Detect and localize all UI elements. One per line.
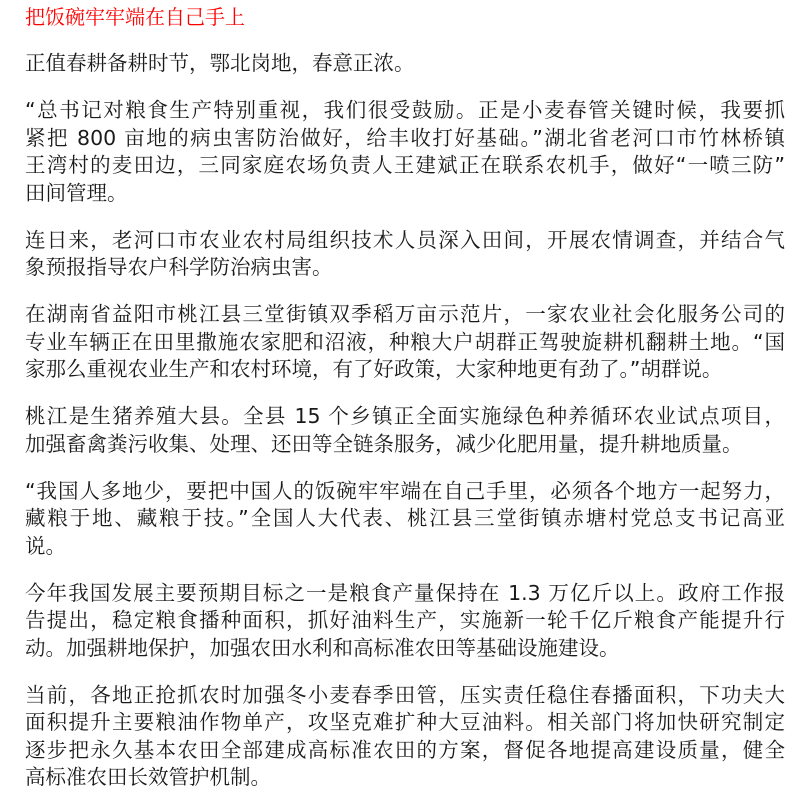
paragraph-line: 高标准农田长效管护机制。 [25,765,271,789]
paragraph-line: 紧把 800 亩地的病虫害防治做好，给丰收打好基础。”湖北省老河口市竹林桥镇 [25,125,785,150]
paragraph-line: 逐步把永久基本农田全部建成高标准农田的方案，督促各地提高建设质量，健全 [25,737,785,762]
paragraph-line: 面积提升主要粮油作物单产，攻坚克难扩种大豆油料。相关部门将加快研究制定 [25,710,785,734]
paragraph-line: 正值春耕备耕时节，鄂北岗地，春意正浓。 [25,51,415,75]
paragraph [25,301,785,384]
paragraph-line: “我国人多地少，要把中国人的饭碗牢牢端在自己手里，必须各个地方一起努力， [25,478,785,503]
paragraph-line: 王湾村的麦田边，三同家庭农场负责人王建斌正在联系农机手，做好“一喷三防” [25,153,785,177]
article-title: 把饭碗牢牢端在自己手上 [25,5,245,29]
paragraph [25,682,785,792]
paragraph-line: 当前，各地正抢抓农时加强冬小麦春季田管，压实责任稳住春播面积，下功夫大 [25,682,785,707]
paragraph [25,50,785,78]
paragraph-line: 连日来，老河口市农业农村局组织技术人员深入田间，开展农情调查，并结合气 [25,227,785,252]
paragraph [25,227,785,282]
paragraph-line: 动。加强耕地保护，加强农田水利和高标准农田等基础设施建设。 [25,635,620,660]
paragraph-line: 专业车辆正在田里撒施农家肥和沼液，种粮大户胡群正驾驶旋耕机翻耕土地。“国 [25,329,785,354]
paragraph-line: “总书记对粮食生产特别重视，我们很受鼓励。正是小麦春管关键时候，我要抓 [25,98,785,122]
paragraph-line: 在湖南省益阳市桃江县三堂街镇双季稻万亩示范片，一家农业社会化服务公司的 [25,302,785,326]
paragraph-line: 桃江是生猪养殖大县。全县 15 个乡镇正全面实施绿色种养循环农业试点项目， [25,404,785,428]
paragraph [25,580,785,663]
paragraph-line: 象预报指导农户科学防治病虫害。 [25,255,333,279]
paragraph-line: 田间管理。 [25,180,128,205]
paragraph [25,478,785,561]
paragraph [25,97,785,207]
paragraph [25,403,785,458]
paragraph-line: 家那么重视农业生产和农村环境，有了好政策，大家种地更有劲了。”胡群说。 [25,357,723,381]
paragraph-line: 藏粮于地、藏粮于技。”全国人大代表、桃江县三堂街镇赤塘村党总支书记高亚 [25,506,785,530]
paragraph-line: 说。 [25,533,66,558]
paragraph-line: 今年我国发展主要预期目标之一是粮食产量保持在 1.3 万亿斤以上。政府工作报 [25,580,785,605]
article-body [25,50,785,811]
paragraph-line: 告提出，稳定粮食播种面积，抓好油料生产，实施新一轮千亿斤粮食产能提升行 [25,608,785,632]
paragraph-line: 加强畜禽粪污收集、处理、还田等全链条服务，减少化肥用量，提升耕地质量。 [25,431,743,456]
